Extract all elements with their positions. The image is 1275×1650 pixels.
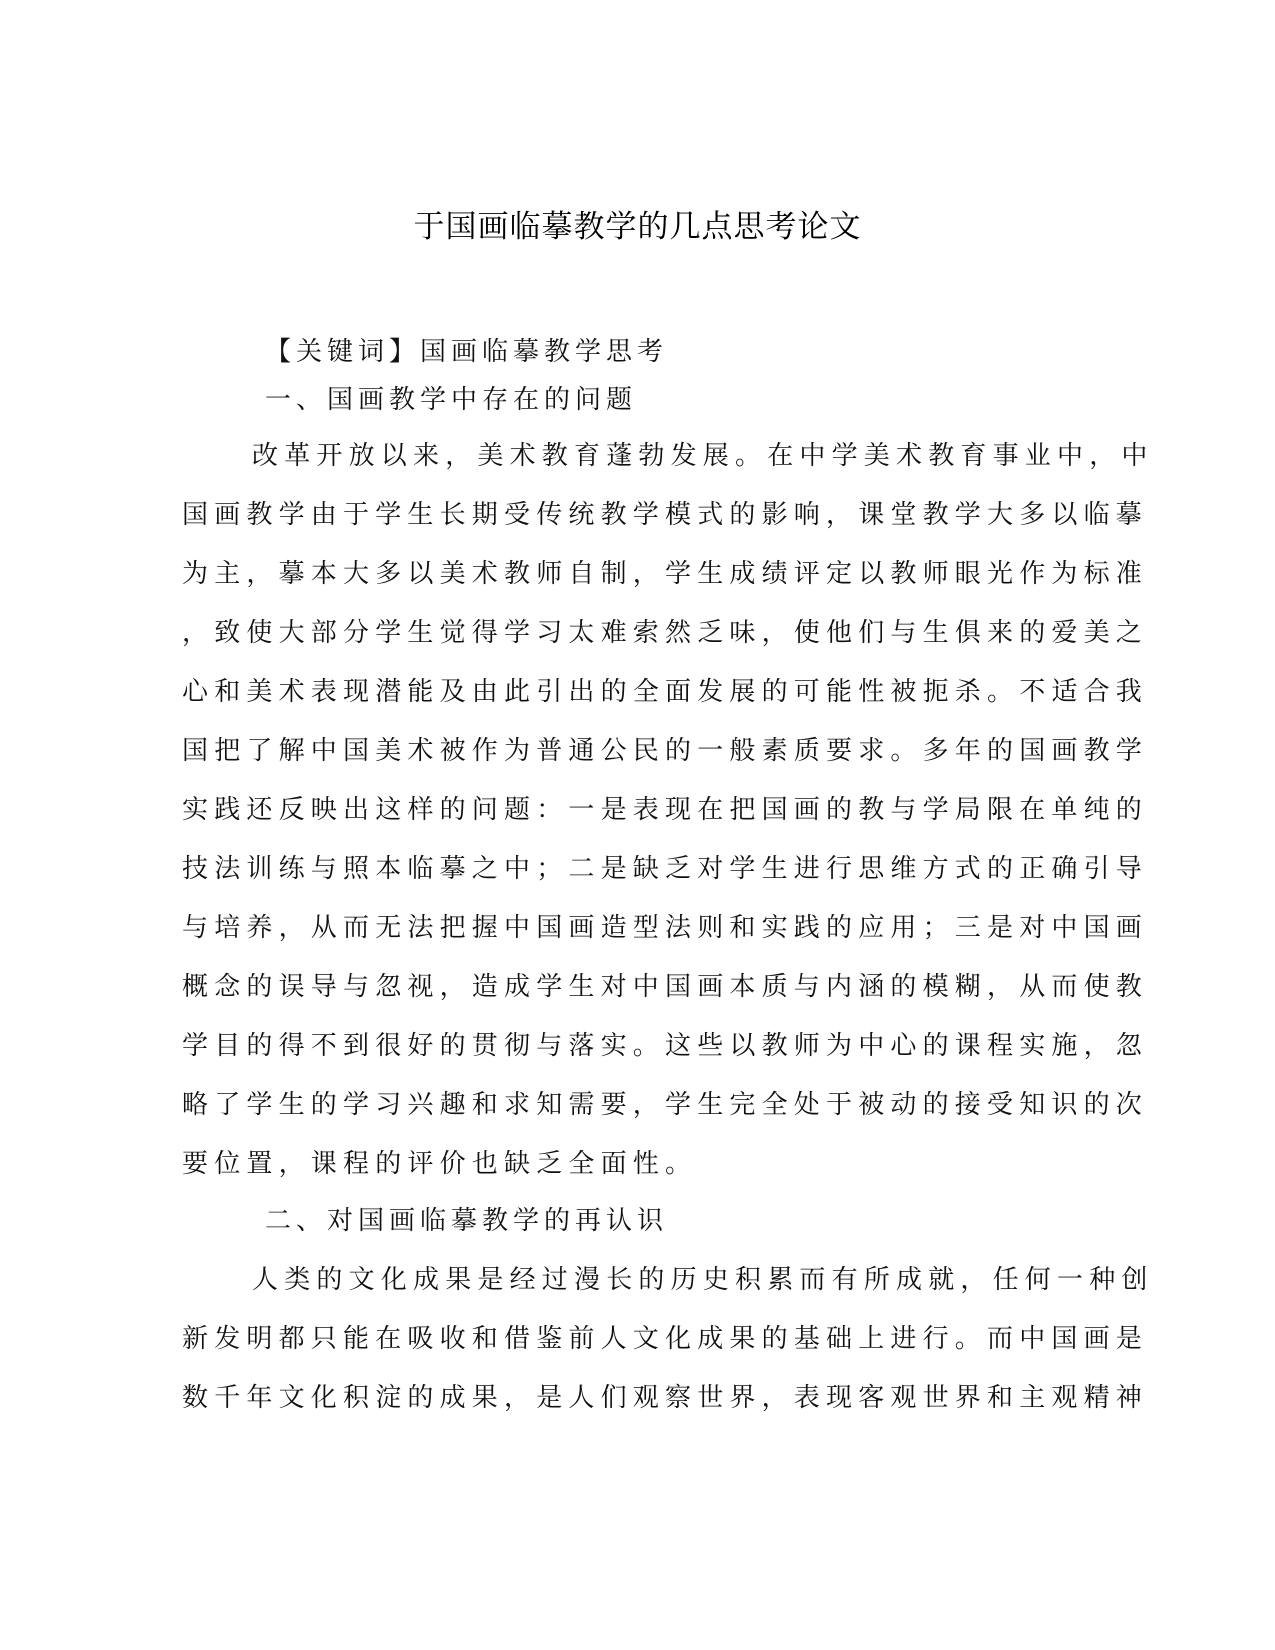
paragraph-line: 实践还反映出这样的问题：一是表现在把国画的教与学局限在单纯的 [182,795,1149,825]
paragraph-line: 技法训练与照本临摹之中；二是缺乏对学生进行思维方式的正确引导 [182,854,1149,884]
paragraph-line: 国把了解中国美术被作为普通公民的一般素质要求。多年的国画教学 [182,736,1149,766]
paragraph-line: 要位置，课程的评价也缺乏全面性。 [182,1149,698,1179]
paragraph-line: 概念的误导与忽视，造成学生对中国画本质与内涵的模糊，从而使教 [182,972,1149,1002]
paragraph-line: 国画教学由于学生长期受传统教学模式的影响，课堂教学大多以临摹 [182,500,1149,530]
document-title: 于国画临摹教学的几点思考论文 [413,209,862,245]
paragraph-line: 心和美术表现潜能及由此引出的全面发展的可能性被扼杀。不适合我 [182,677,1149,707]
section-1-heading: 一、国画教学中存在的问题 [265,385,638,415]
paragraph-line: 改革开放以来，美术教育蓬勃发展。在中学美术教育事业中，中 [252,441,1154,471]
section-2-heading: 二、对国画临摹教学的再认识 [265,1206,669,1236]
paragraph-line: 略了学生的学习兴趣和求知需要，学生完全处于被动的接受知识的次 [182,1090,1149,1120]
paragraph-line: 与培养，从而无法把握中国画造型法则和实践的应用；三是对中国画 [182,913,1149,943]
paragraph-line: 为主，摹本大多以美术教师自制，学生成绩评定以教师眼光作为标准 [182,559,1149,589]
paragraph-line: 人类的文化成果是经过漫长的历史积累而有所成就，任何一种创 [252,1265,1154,1295]
paragraph-line: 数千年文化积淀的成果，是人们观察世界，表现客观世界和主观精神 [182,1383,1149,1413]
keywords-line: 【关键词】国画临摹教学思考 [265,337,669,367]
paragraph-line: 新发明都只能在吸收和借鉴前人文化成果的基础上进行。而中国画是 [182,1324,1149,1354]
paragraph-line: 学目的得不到很好的贯彻与落实。这些以教师为中心的课程实施，忽 [182,1031,1149,1061]
paragraph-line: ，致使大部分学生觉得学习太难索然乏味，使他们与生俱来的爱美之 [182,618,1149,648]
